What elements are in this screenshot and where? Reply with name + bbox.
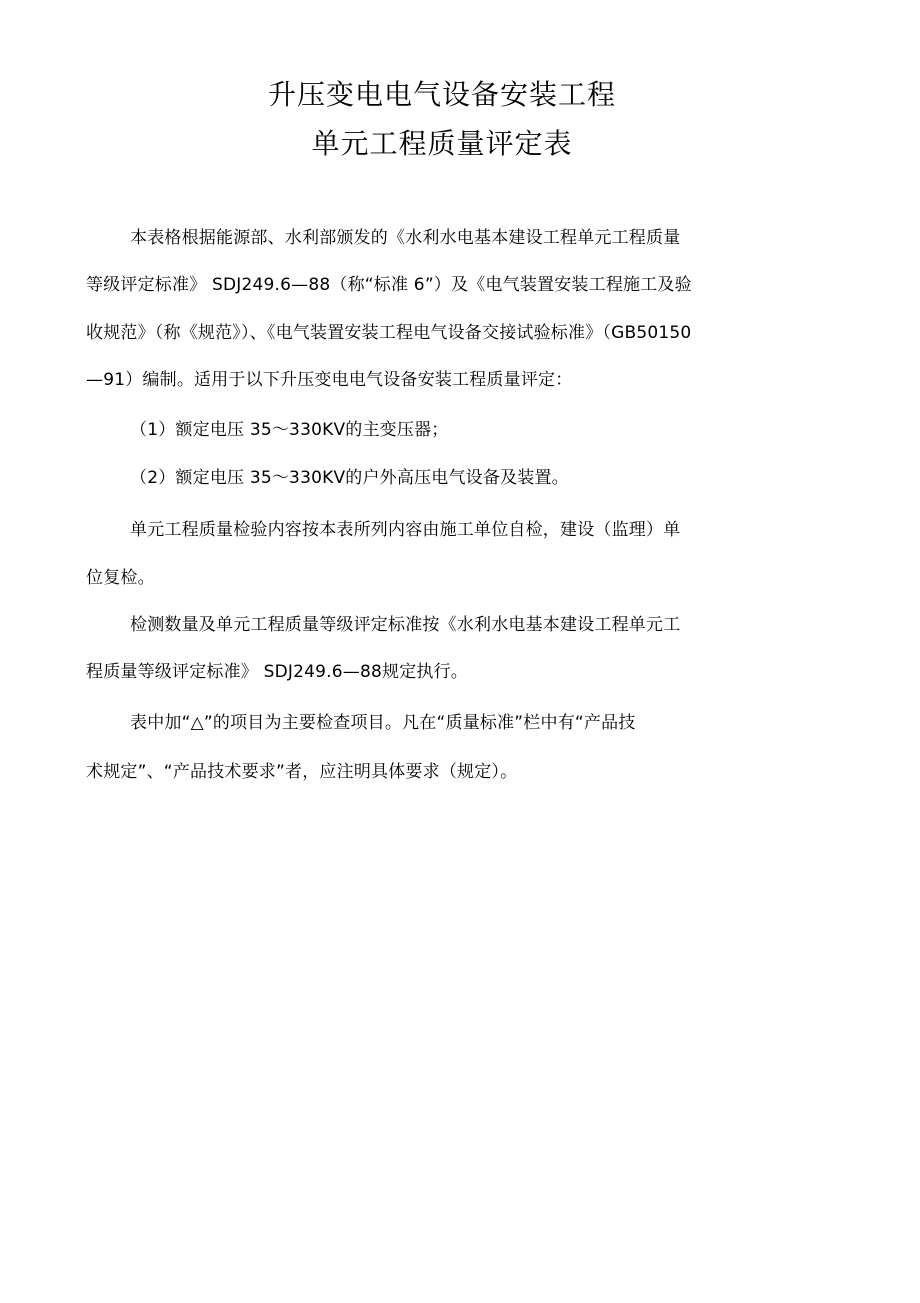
paragraph-1-line-2: 等级评定标准》 SDJ249.6—88（称“标准 6”）及《电气装置安装工程施工及验 (86, 275, 692, 295)
paragraph-3-line-1: 检测数量及单元工程质量等级评定标准按《水利水电基本建设工程单元工 (130, 615, 681, 635)
paragraph-4-line-2: 术规定”、“产品技术要求”者，应注明具体要求（规定）。 (86, 762, 518, 782)
paragraph-1-line-1: 本表格根据能源部、水利部颁发的《水利水电基本建设工程单元工程质量 (130, 228, 681, 248)
paragraph-1-line-4: —91）编制。适用于以下升压变电电气设备安装工程质量评定： (86, 370, 573, 390)
paragraph-4-line-1: 表中加“△”的项目为主要检查项目。凡在“质量标准”栏中有“产品技 (130, 713, 636, 733)
paragraph-2-line-1: 单元工程质量检验内容按本表所列内容由施工单位自检，建设（监理）单 (130, 520, 681, 540)
document-title-line-1: 升压变电电气设备安装工程 (267, 78, 616, 111)
document-title-line-2: 单元工程质量评定表 (311, 127, 573, 160)
paragraph-1-line-3: 收规范》（称《规范》）、《电气装置安装工程电气设备交接试验标准》（GB50150 (86, 323, 692, 343)
paragraph-3-line-2: 程质量等级评定标准》 SDJ249.6—88规定执行。 (86, 662, 468, 682)
list-item-1: （1）额定电压 35～330KV的主变压器； (130, 420, 449, 440)
list-item-2: （2）额定电压 35～330KV的户外高压电气设备及装置。 (130, 468, 569, 488)
paragraph-2-line-2: 位复检。 (86, 568, 155, 588)
